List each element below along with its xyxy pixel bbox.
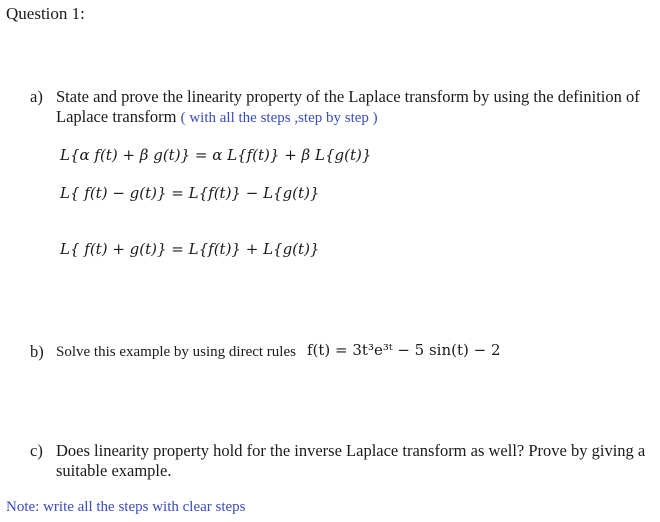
note-text: Note: write all the steps with clear steps	[6, 499, 246, 515]
part-c-label: c)	[30, 441, 43, 460]
equation-linearity-general: L{α f(t) + β g(t)} = α L{f(t)} + β L{g(t)}	[60, 146, 372, 164]
part-b-label: b)	[30, 342, 44, 361]
part-b-formula: f(t) = 3t³e³ᵗ − 5 sin(t) − 2	[307, 341, 501, 359]
part-a-label: a)	[30, 87, 43, 106]
part-a-line2	[56, 107, 378, 127]
part-a-line1: State and prove the linearity property of the Laplace transform by using the definition of	[56, 87, 640, 106]
part-a-instruction: ( with all the steps ,step by step )	[180, 110, 378, 126]
part-c-line1: Does linearity property hold for the inverse Laplace transform as well? Prove by giving a	[56, 441, 646, 460]
part-a-line2-prefix: Laplace transform	[56, 107, 177, 126]
equation-linearity-difference: L{ f(t) − g(t)} = L{f(t)} − L{g(t)}	[60, 184, 320, 202]
equation-linearity-sum: L{ f(t) + g(t)} = L{f(t)} + L{g(t)}	[60, 240, 320, 258]
part-c-line2: suitable example.	[56, 461, 172, 480]
question-title: Question 1:	[6, 4, 85, 23]
part-b-text: Solve this example by using direct rules	[56, 344, 296, 360]
